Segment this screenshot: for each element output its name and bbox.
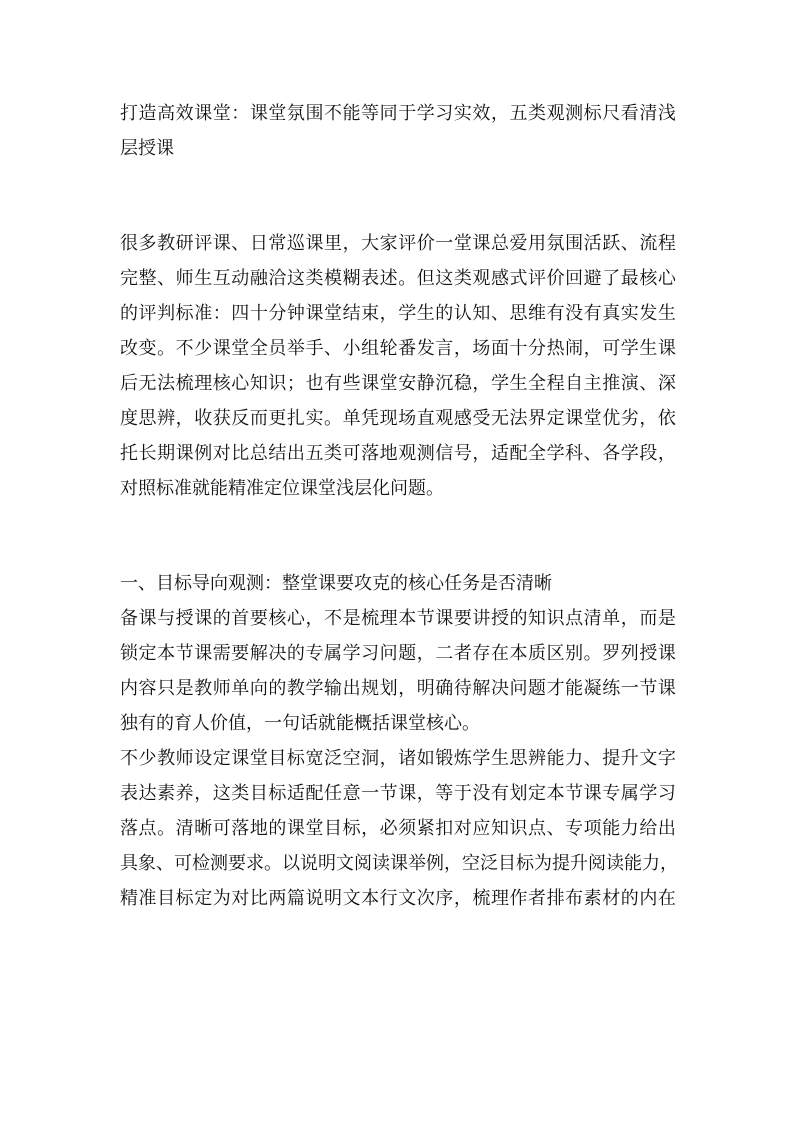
- section-paragraph: [120, 741, 676, 916]
- paragraph-line: 托 长 期 课 例 对 比 总 结 出 五 类 可 落 地 观 测 信 号 ， 适 配 全 学 科 、 各 学 段 ，: [120, 443, 676, 464]
- paragraph-line: 表 达 素 养 ， 这 类 目 标 适 配 任 意 一 节 课 ， 等 于 没 有 划 定 本 节 课 专 属 学 习: [120, 783, 676, 804]
- paragraph-line: 精 准 目 标 定 为 对 比 两 篇 说 明 文 本 行 文 次 序 ， 梳 理 作 者 排 布 素 材 的 内 在: [120, 888, 676, 909]
- paragraph-line: 的 评 判 标 准 ： 四 十 分 钟 课 堂 结 束 ， 学 生 的 认 知 、 思 维 有 没 有 真 实 发 生: [120, 303, 676, 324]
- paragraph-line: 对照标准就能精准定位课堂浅层化问题。: [120, 478, 444, 499]
- paragraph-line: 备 课 与 授 课 的 首 要 核 心 ， 不 是 梳 理 本 节 课 要 讲 授 的 知 识 点 清 单 ， 而 是: [120, 608, 676, 629]
- paragraph-line: 后 无 法 梳 理 核 心 知 识 ； 也 有 些 课 堂 安 静 沉 稳 ， 学 生 全 程 自 主 推 演 、 深: [120, 373, 676, 394]
- paragraph-line: 落 点 。 清 晰 可 落 地 的 课 堂 目 标 ， 必 须 紧 扣 对 应 知 识 点 、 专 项 能 力 给 出: [120, 818, 676, 839]
- paragraph-line: 完 整 、 师 生 互 动 融 洽 这 类 模 糊 表 述 。 但 这 类 观 感 式 评 价 回 避 了 最 核 心: [120, 268, 676, 289]
- paragraph-line: 很 多 教 研 评 课 、 日 常 巡 课 里 ， 大 家 评 价 一 堂 课 总 爱 用 氛 围 活 跃 、 流 程: [120, 233, 676, 254]
- title-line: 层授课: [120, 138, 174, 159]
- paragraph-line: 度 思 辨 ， 收 获 反 而 更 扎 实 。 单 凭 现 场 直 观 感 受 无 法 界 定 课 堂 优 劣 ， 依: [120, 408, 676, 429]
- paragraph-line: 锁 定 本 节 课 需 要 解 决 的 专 属 学 习 问 题 ， 二 者 存 在 本 质 区 别 。 罗 列 授 课: [120, 643, 676, 664]
- paragraph-line: 具 象 、 可 检 测 要 求 。 以 说 明 文 阅 读 课 举 例 ， 空 泛 目 标 为 提 升 阅 读 能 力 ，: [120, 853, 678, 874]
- document-page: [120, 96, 676, 916]
- section-heading: 一、目标导向观测：整堂课要攻克的核心任务是否清晰: [120, 573, 552, 594]
- paragraph-line: 内 容 只 是 教 师 单 向 的 教 学 输 出 规 划 ， 明 确 待 解 决 问 题 才 能 凝 练 一 节 课: [120, 678, 676, 699]
- paragraph-line: 不 少 教 师 设 定 课 堂 目 标 宽 泛 空 洞 ， 诸 如 锻 炼 学 生 思 辨 能 力 、 提 升 文 字: [120, 748, 676, 769]
- title-line: 打 造 高 效 课 堂 ： 课 堂 氛 围 不 能 等 同 于 学 习 实 效 ， 五 类 观 测 标 尺 看 清 浅: [120, 103, 676, 124]
- document-title: [120, 96, 676, 166]
- intro-paragraph: [120, 226, 676, 506]
- paragraph-line: 独有的育人价值，一句话就能概括课堂核心。: [120, 713, 480, 734]
- section-paragraph: [120, 601, 676, 741]
- paragraph-line: 改 变 。 不 少 课 堂 全 员 举 手 、 小 组 轮 番 发 言 ， 场 面 十 分 热 闹 ， 可 学 生 课: [120, 338, 676, 359]
